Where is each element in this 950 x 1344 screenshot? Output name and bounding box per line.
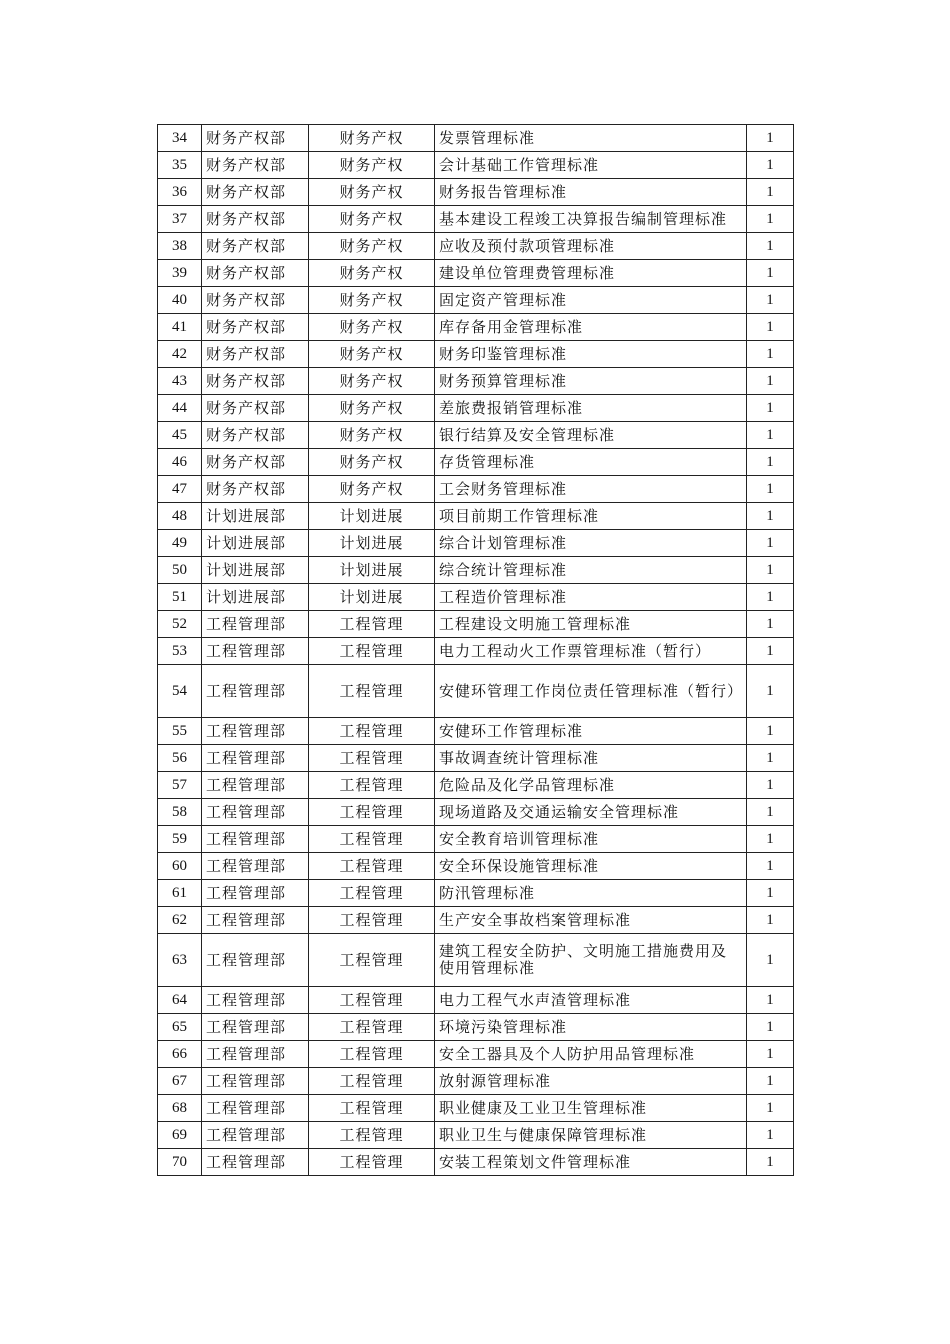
- department-cell: 工程管理部: [202, 799, 309, 826]
- department-cell: 工程管理部: [202, 1149, 309, 1176]
- category-cell: 工程管理: [309, 1041, 435, 1068]
- department-cell: 财务产权部: [202, 179, 309, 206]
- department-cell: 工程管理部: [202, 987, 309, 1014]
- row-number: 65: [158, 1014, 202, 1041]
- standard-name-cell: 危险品及化学品管理标准: [435, 772, 747, 799]
- table-row: [158, 638, 794, 665]
- table-row: [158, 1068, 794, 1095]
- standard-name-cell: 安全工器具及个人防护用品管理标准: [435, 1041, 747, 1068]
- department-cell: 工程管理部: [202, 638, 309, 665]
- count-cell: 1: [747, 934, 794, 987]
- department-cell: 财务产权部: [202, 152, 309, 179]
- row-number: 67: [158, 1068, 202, 1095]
- row-number: 51: [158, 584, 202, 611]
- row-number: 62: [158, 907, 202, 934]
- department-cell: 财务产权部: [202, 125, 309, 152]
- count-cell: 1: [747, 422, 794, 449]
- row-number: 35: [158, 152, 202, 179]
- count-cell: 1: [747, 880, 794, 907]
- department-cell: 财务产权部: [202, 206, 309, 233]
- department-cell: 工程管理部: [202, 1068, 309, 1095]
- standard-name-cell: 综合计划管理标准: [435, 530, 747, 557]
- category-cell: 财务产权: [309, 314, 435, 341]
- standard-name-cell: 建设单位管理费管理标准: [435, 260, 747, 287]
- table-row: [158, 1041, 794, 1068]
- standard-name-cell: 发票管理标准: [435, 125, 747, 152]
- category-cell: 工程管理: [309, 611, 435, 638]
- count-cell: 1: [747, 1095, 794, 1122]
- category-cell: 计划进展: [309, 557, 435, 584]
- row-number: 66: [158, 1041, 202, 1068]
- table-row: [158, 1095, 794, 1122]
- category-cell: 工程管理: [309, 718, 435, 745]
- standard-name-cell: 防汛管理标准: [435, 880, 747, 907]
- standards-table: [157, 124, 794, 1176]
- standard-name-cell: 建筑工程安全防护、文明施工措施费用及使用管理标准: [435, 934, 747, 987]
- table-row: [158, 152, 794, 179]
- count-cell: 1: [747, 638, 794, 665]
- category-cell: 财务产权: [309, 476, 435, 503]
- table-row: [158, 179, 794, 206]
- department-cell: 工程管理部: [202, 826, 309, 853]
- row-number: 34: [158, 125, 202, 152]
- department-cell: 工程管理部: [202, 745, 309, 772]
- standard-name-cell: 库存备用金管理标准: [435, 314, 747, 341]
- count-cell: 1: [747, 152, 794, 179]
- table-row: [158, 611, 794, 638]
- count-cell: 1: [747, 449, 794, 476]
- row-number: 41: [158, 314, 202, 341]
- standard-name-cell: 生产安全事故档案管理标准: [435, 907, 747, 934]
- department-cell: 财务产权部: [202, 368, 309, 395]
- row-number: 45: [158, 422, 202, 449]
- table-row: [158, 799, 794, 826]
- count-cell: 1: [747, 314, 794, 341]
- standard-name-cell: 电力工程动火工作票管理标准（暂行）: [435, 638, 747, 665]
- row-number: 42: [158, 341, 202, 368]
- count-cell: 1: [747, 745, 794, 772]
- row-number: 59: [158, 826, 202, 853]
- department-cell: 工程管理部: [202, 772, 309, 799]
- category-cell: 财务产权: [309, 260, 435, 287]
- category-cell: 工程管理: [309, 745, 435, 772]
- count-cell: 1: [747, 368, 794, 395]
- standard-name-cell: 现场道路及交通运输安全管理标准: [435, 799, 747, 826]
- table-row: [158, 826, 794, 853]
- row-number: 60: [158, 853, 202, 880]
- table-row: [158, 125, 794, 152]
- standard-name-cell: 事故调查统计管理标准: [435, 745, 747, 772]
- category-cell: 财务产权: [309, 233, 435, 260]
- department-cell: 工程管理部: [202, 1014, 309, 1041]
- count-cell: 1: [747, 287, 794, 314]
- standard-name-cell: 会计基础工作管理标准: [435, 152, 747, 179]
- department-cell: 财务产权部: [202, 422, 309, 449]
- table-row: [158, 584, 794, 611]
- row-number: 58: [158, 799, 202, 826]
- department-cell: 工程管理部: [202, 611, 309, 638]
- standard-name-cell: 财务印鉴管理标准: [435, 341, 747, 368]
- count-cell: 1: [747, 987, 794, 1014]
- table-row: [158, 395, 794, 422]
- count-cell: 1: [747, 853, 794, 880]
- table-row: [158, 718, 794, 745]
- table-row: [158, 1014, 794, 1041]
- row-number: 54: [158, 665, 202, 718]
- category-cell: 财务产权: [309, 287, 435, 314]
- category-cell: 工程管理: [309, 1014, 435, 1041]
- table-row: [158, 934, 794, 987]
- category-cell: 工程管理: [309, 1068, 435, 1095]
- table-row: [158, 1149, 794, 1176]
- count-cell: 1: [747, 1149, 794, 1176]
- count-cell: 1: [747, 799, 794, 826]
- table-row: [158, 287, 794, 314]
- row-number: 48: [158, 503, 202, 530]
- department-cell: 工程管理部: [202, 934, 309, 987]
- table-row: [158, 233, 794, 260]
- standard-name-cell: 安健环工作管理标准: [435, 718, 747, 745]
- standard-name-cell: 环境污染管理标准: [435, 1014, 747, 1041]
- count-cell: 1: [747, 179, 794, 206]
- department-cell: 财务产权部: [202, 233, 309, 260]
- department-cell: 财务产权部: [202, 395, 309, 422]
- row-number: 69: [158, 1122, 202, 1149]
- count-cell: 1: [747, 341, 794, 368]
- table-row: [158, 368, 794, 395]
- table-body: [158, 125, 794, 1176]
- count-cell: 1: [747, 1041, 794, 1068]
- standard-name-cell: 差旅费报销管理标准: [435, 395, 747, 422]
- row-number: 39: [158, 260, 202, 287]
- row-number: 44: [158, 395, 202, 422]
- standard-name-cell: 安全环保设施管理标准: [435, 853, 747, 880]
- table-row: [158, 853, 794, 880]
- table-row: [158, 422, 794, 449]
- category-cell: 财务产权: [309, 368, 435, 395]
- category-cell: 工程管理: [309, 665, 435, 718]
- category-cell: 工程管理: [309, 907, 435, 934]
- row-number: 36: [158, 179, 202, 206]
- table-row: [158, 745, 794, 772]
- department-cell: 工程管理部: [202, 1095, 309, 1122]
- department-cell: 财务产权部: [202, 314, 309, 341]
- table-row: [158, 557, 794, 584]
- department-cell: 计划进展部: [202, 503, 309, 530]
- row-number: 37: [158, 206, 202, 233]
- count-cell: 1: [747, 1014, 794, 1041]
- department-cell: 工程管理部: [202, 1122, 309, 1149]
- category-cell: 工程管理: [309, 853, 435, 880]
- standard-name-cell: 安健环管理工作岗位责任管理标准（暂行）: [435, 665, 747, 718]
- standard-name-cell: 职业健康及工业卫生管理标准: [435, 1095, 747, 1122]
- category-cell: 财务产权: [309, 449, 435, 476]
- department-cell: 计划进展部: [202, 584, 309, 611]
- category-cell: 工程管理: [309, 1095, 435, 1122]
- table-row: [158, 449, 794, 476]
- table-row: [158, 665, 794, 718]
- department-cell: 计划进展部: [202, 530, 309, 557]
- table-row: [158, 260, 794, 287]
- table-row: [158, 476, 794, 503]
- count-cell: 1: [747, 233, 794, 260]
- standard-name-cell: 放射源管理标准: [435, 1068, 747, 1095]
- standard-name-cell: 项目前期工作管理标准: [435, 503, 747, 530]
- category-cell: 工程管理: [309, 880, 435, 907]
- standard-name-cell: 安全教育培训管理标准: [435, 826, 747, 853]
- table-row: [158, 314, 794, 341]
- category-cell: 财务产权: [309, 422, 435, 449]
- count-cell: 1: [747, 718, 794, 745]
- count-cell: 1: [747, 530, 794, 557]
- department-cell: 财务产权部: [202, 260, 309, 287]
- category-cell: 工程管理: [309, 1149, 435, 1176]
- count-cell: 1: [747, 665, 794, 718]
- table-row: [158, 880, 794, 907]
- table-row: [158, 772, 794, 799]
- table-row: [158, 530, 794, 557]
- category-cell: 工程管理: [309, 1122, 435, 1149]
- department-cell: 财务产权部: [202, 476, 309, 503]
- department-cell: 计划进展部: [202, 557, 309, 584]
- count-cell: 1: [747, 395, 794, 422]
- category-cell: 财务产权: [309, 395, 435, 422]
- category-cell: 财务产权: [309, 179, 435, 206]
- row-number: 52: [158, 611, 202, 638]
- standard-name-cell: 工会财务管理标准: [435, 476, 747, 503]
- count-cell: 1: [747, 125, 794, 152]
- standard-name-cell: 电力工程气水声渣管理标准: [435, 987, 747, 1014]
- count-cell: 1: [747, 476, 794, 503]
- count-cell: 1: [747, 826, 794, 853]
- category-cell: 财务产权: [309, 341, 435, 368]
- category-cell: 工程管理: [309, 826, 435, 853]
- row-number: 46: [158, 449, 202, 476]
- category-cell: 计划进展: [309, 503, 435, 530]
- department-cell: 财务产权部: [202, 287, 309, 314]
- count-cell: 1: [747, 584, 794, 611]
- category-cell: 工程管理: [309, 772, 435, 799]
- count-cell: 1: [747, 557, 794, 584]
- category-cell: 工程管理: [309, 987, 435, 1014]
- row-number: 40: [158, 287, 202, 314]
- row-number: 43: [158, 368, 202, 395]
- department-cell: 工程管理部: [202, 880, 309, 907]
- table-row: [158, 1122, 794, 1149]
- row-number: 68: [158, 1095, 202, 1122]
- standard-name-cell: 财务报告管理标准: [435, 179, 747, 206]
- row-number: 38: [158, 233, 202, 260]
- count-cell: 1: [747, 1122, 794, 1149]
- standard-name-cell: 工程建设文明施工管理标准: [435, 611, 747, 638]
- table-row: [158, 206, 794, 233]
- category-cell: 工程管理: [309, 799, 435, 826]
- count-cell: 1: [747, 907, 794, 934]
- row-number: 49: [158, 530, 202, 557]
- standard-name-cell: 工程造价管理标准: [435, 584, 747, 611]
- standard-name-cell: 存货管理标准: [435, 449, 747, 476]
- standard-name-cell: 银行结算及安全管理标准: [435, 422, 747, 449]
- standard-name-cell: 安装工程策划文件管理标准: [435, 1149, 747, 1176]
- standard-name-cell: 职业卫生与健康保障管理标准: [435, 1122, 747, 1149]
- row-number: 55: [158, 718, 202, 745]
- category-cell: 计划进展: [309, 584, 435, 611]
- count-cell: 1: [747, 772, 794, 799]
- category-cell: 财务产权: [309, 152, 435, 179]
- count-cell: 1: [747, 1068, 794, 1095]
- count-cell: 1: [747, 503, 794, 530]
- department-cell: 工程管理部: [202, 1041, 309, 1068]
- table-row: [158, 503, 794, 530]
- row-number: 50: [158, 557, 202, 584]
- standard-name-cell: 基本建设工程竣工决算报告编制管理标准: [435, 206, 747, 233]
- row-number: 64: [158, 987, 202, 1014]
- row-number: 57: [158, 772, 202, 799]
- category-cell: 工程管理: [309, 934, 435, 987]
- row-number: 63: [158, 934, 202, 987]
- row-number: 56: [158, 745, 202, 772]
- category-cell: 计划进展: [309, 530, 435, 557]
- department-cell: 财务产权部: [202, 449, 309, 476]
- table-row: [158, 341, 794, 368]
- row-number: 53: [158, 638, 202, 665]
- department-cell: 工程管理部: [202, 718, 309, 745]
- category-cell: 财务产权: [309, 206, 435, 233]
- standard-name-cell: 应收及预付款项管理标准: [435, 233, 747, 260]
- row-number: 47: [158, 476, 202, 503]
- standard-name-cell: 财务预算管理标准: [435, 368, 747, 395]
- table-row: [158, 907, 794, 934]
- standard-name-cell: 固定资产管理标准: [435, 287, 747, 314]
- count-cell: 1: [747, 611, 794, 638]
- row-number: 70: [158, 1149, 202, 1176]
- category-cell: 财务产权: [309, 125, 435, 152]
- department-cell: 工程管理部: [202, 853, 309, 880]
- standard-name-cell: 综合统计管理标准: [435, 557, 747, 584]
- row-number: 61: [158, 880, 202, 907]
- department-cell: 工程管理部: [202, 665, 309, 718]
- department-cell: 工程管理部: [202, 907, 309, 934]
- category-cell: 工程管理: [309, 638, 435, 665]
- count-cell: 1: [747, 260, 794, 287]
- count-cell: 1: [747, 206, 794, 233]
- table-row: [158, 987, 794, 1014]
- department-cell: 财务产权部: [202, 341, 309, 368]
